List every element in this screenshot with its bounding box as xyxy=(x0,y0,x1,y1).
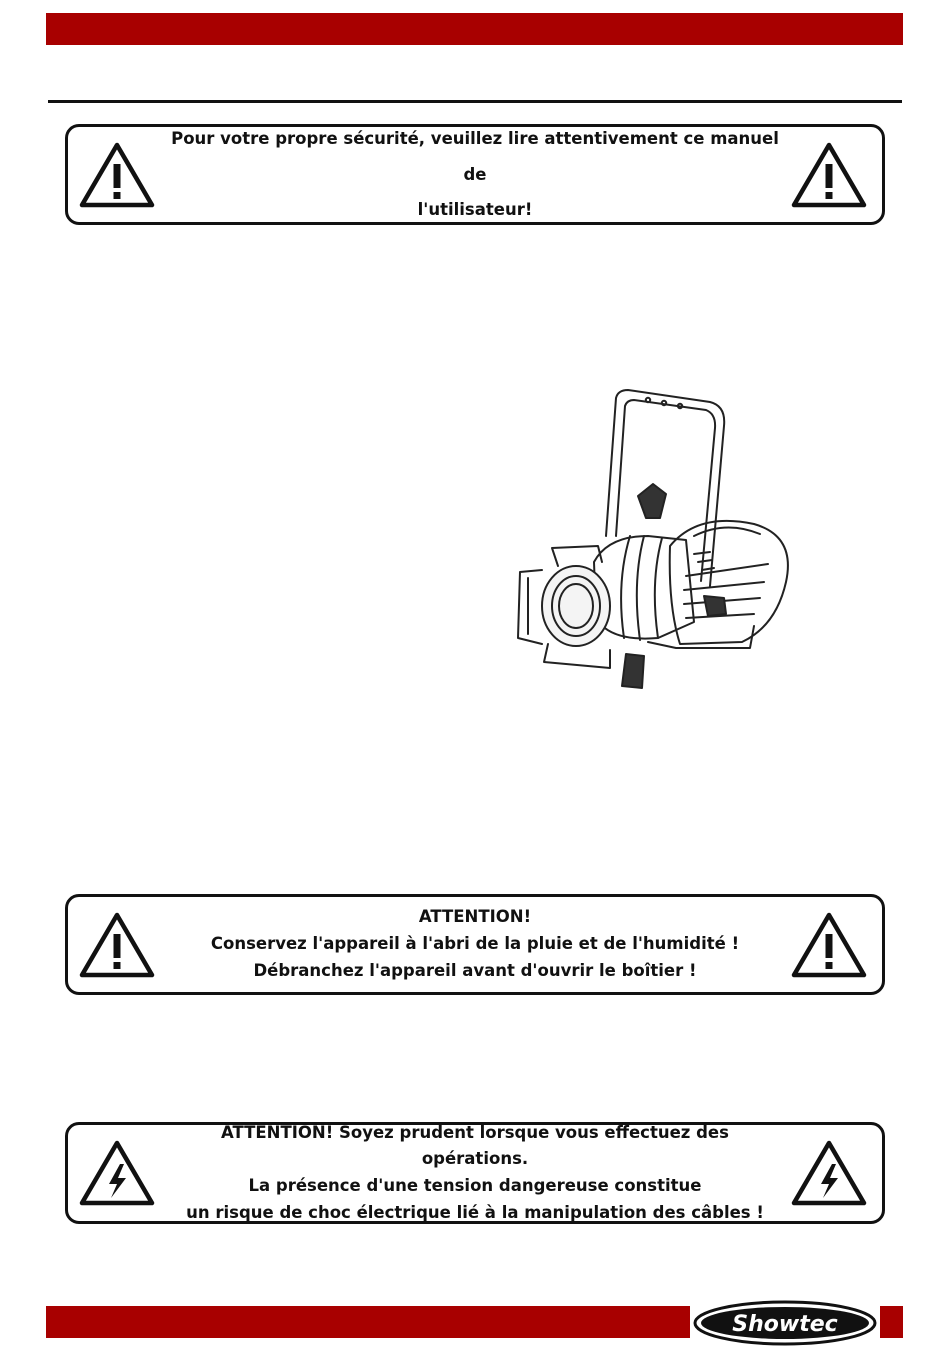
header-bar xyxy=(46,13,903,45)
footer-bar-end xyxy=(880,1306,903,1338)
electrical-warning-line3: un risque de choc électrique lié à la manipulation des câbles ! xyxy=(186,1202,764,1222)
humidity-warning-line2: Débranchez l'appareil avant d'ouvrir le boîtier ! xyxy=(253,960,697,980)
high-voltage-warning-icon xyxy=(78,1138,156,1208)
humidity-warning-line1: Conservez l'appareil à l'abri de la pluie et de l'humidité ! xyxy=(210,934,740,954)
exclamation-warning-icon xyxy=(78,910,156,980)
exclamation-warning-icon xyxy=(790,910,868,980)
electrical-warning-line1: ATTENTION! Soyez prudent lorsque vous effectuez des opérations. xyxy=(221,1122,729,1169)
safety-notice-line2: l'utilisateur! xyxy=(417,200,533,220)
header-rule xyxy=(48,100,902,103)
electrical-warning-box xyxy=(65,1122,885,1224)
safety-notice-box xyxy=(65,124,885,225)
exclamation-warning-icon xyxy=(790,140,868,210)
electrical-warning-line2: La présence d'une tension dangereuse constitue xyxy=(248,1176,702,1195)
high-voltage-warning-icon xyxy=(790,1138,868,1208)
humidity-warning-title: ATTENTION! xyxy=(418,907,532,927)
showtec-logo-text: Showtec xyxy=(732,1312,838,1337)
humidity-warning-box xyxy=(65,894,885,995)
safety-notice-line1: Pour votre propre sécurité, veuillez lire attentivement ce manuel de xyxy=(171,129,779,184)
showtec-logo xyxy=(692,1300,878,1346)
exclamation-warning-icon xyxy=(78,140,156,210)
ellipsoidal-spotlight-illustration xyxy=(498,386,798,696)
footer-bar xyxy=(46,1306,690,1338)
